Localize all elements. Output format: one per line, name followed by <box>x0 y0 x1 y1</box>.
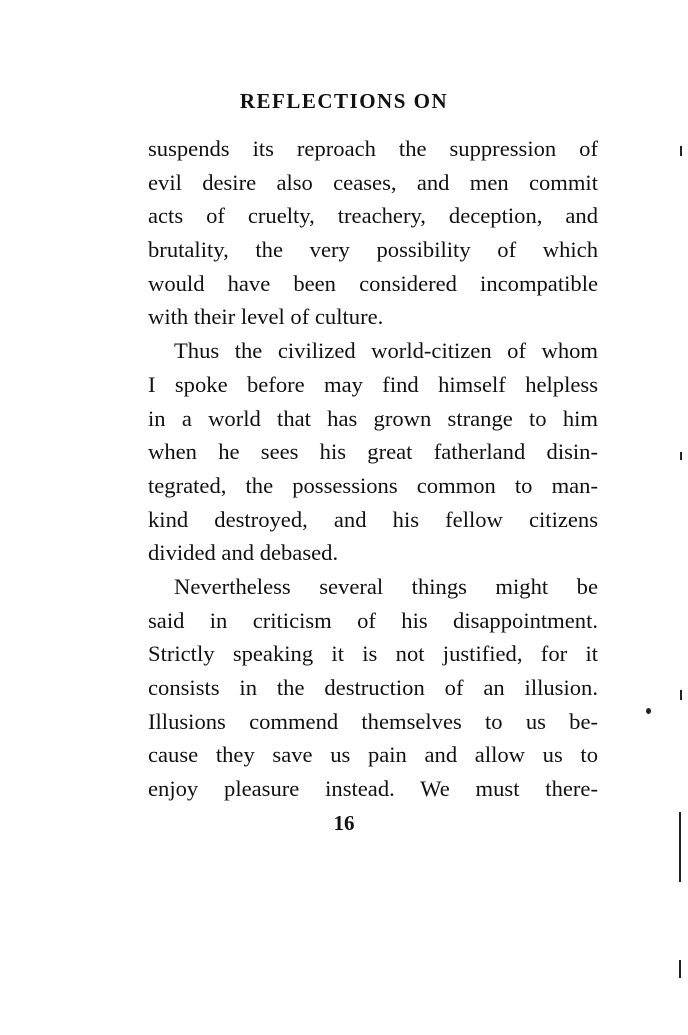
text-line: kind destroyed, and his fellow citizens <box>148 506 598 532</box>
scan-speck <box>646 708 651 714</box>
text-line: consists in the destruction of an illusion. <box>148 675 598 700</box>
text-line: I spoke before may find himself helpless <box>148 371 598 397</box>
text-line: when he sees his great fatherland disin- <box>148 439 598 465</box>
scan-edge-mark <box>680 146 682 156</box>
text-line: Illusions commend themselves to us be- <box>148 708 598 734</box>
text-line: Strictly speaking it is not justified, for it <box>148 641 598 667</box>
scan-edge-mark <box>680 452 682 460</box>
body-text <box>148 132 598 806</box>
running-head: REFLECTIONS ON <box>239 89 449 113</box>
scan-edge-mark <box>680 690 682 700</box>
text-line: said in criticism of his disappointment. <box>148 607 598 633</box>
text-line: brutality, the very possibility of which <box>148 237 598 263</box>
text-line: enjoy pleasure instead. We must there- <box>148 776 598 802</box>
text-line: cause they save us pain and allow us to <box>148 742 598 768</box>
text-line: Nevertheless several things might be <box>174 573 598 599</box>
scan-edge-mark <box>679 812 681 882</box>
text-line: evil desire also ceases, and men commit <box>148 169 598 195</box>
text-line: Thus the civilized world-citizen of whom <box>174 338 598 364</box>
text-line: would have been considered incompatible <box>148 270 598 296</box>
scan-edge-mark <box>679 960 681 978</box>
text-line: in a world that has grown strange to him <box>148 405 598 431</box>
text-line: tegrated, the possessions common to man- <box>148 472 598 498</box>
page-number: 16 <box>333 811 355 835</box>
text-line: with their level of culture. <box>148 304 384 330</box>
text-line: acts of cruelty, treachery, deception, and <box>148 203 598 229</box>
text-line: suspends its reproach the suppression of <box>148 136 598 161</box>
text-line: divided and debased. <box>148 540 339 566</box>
